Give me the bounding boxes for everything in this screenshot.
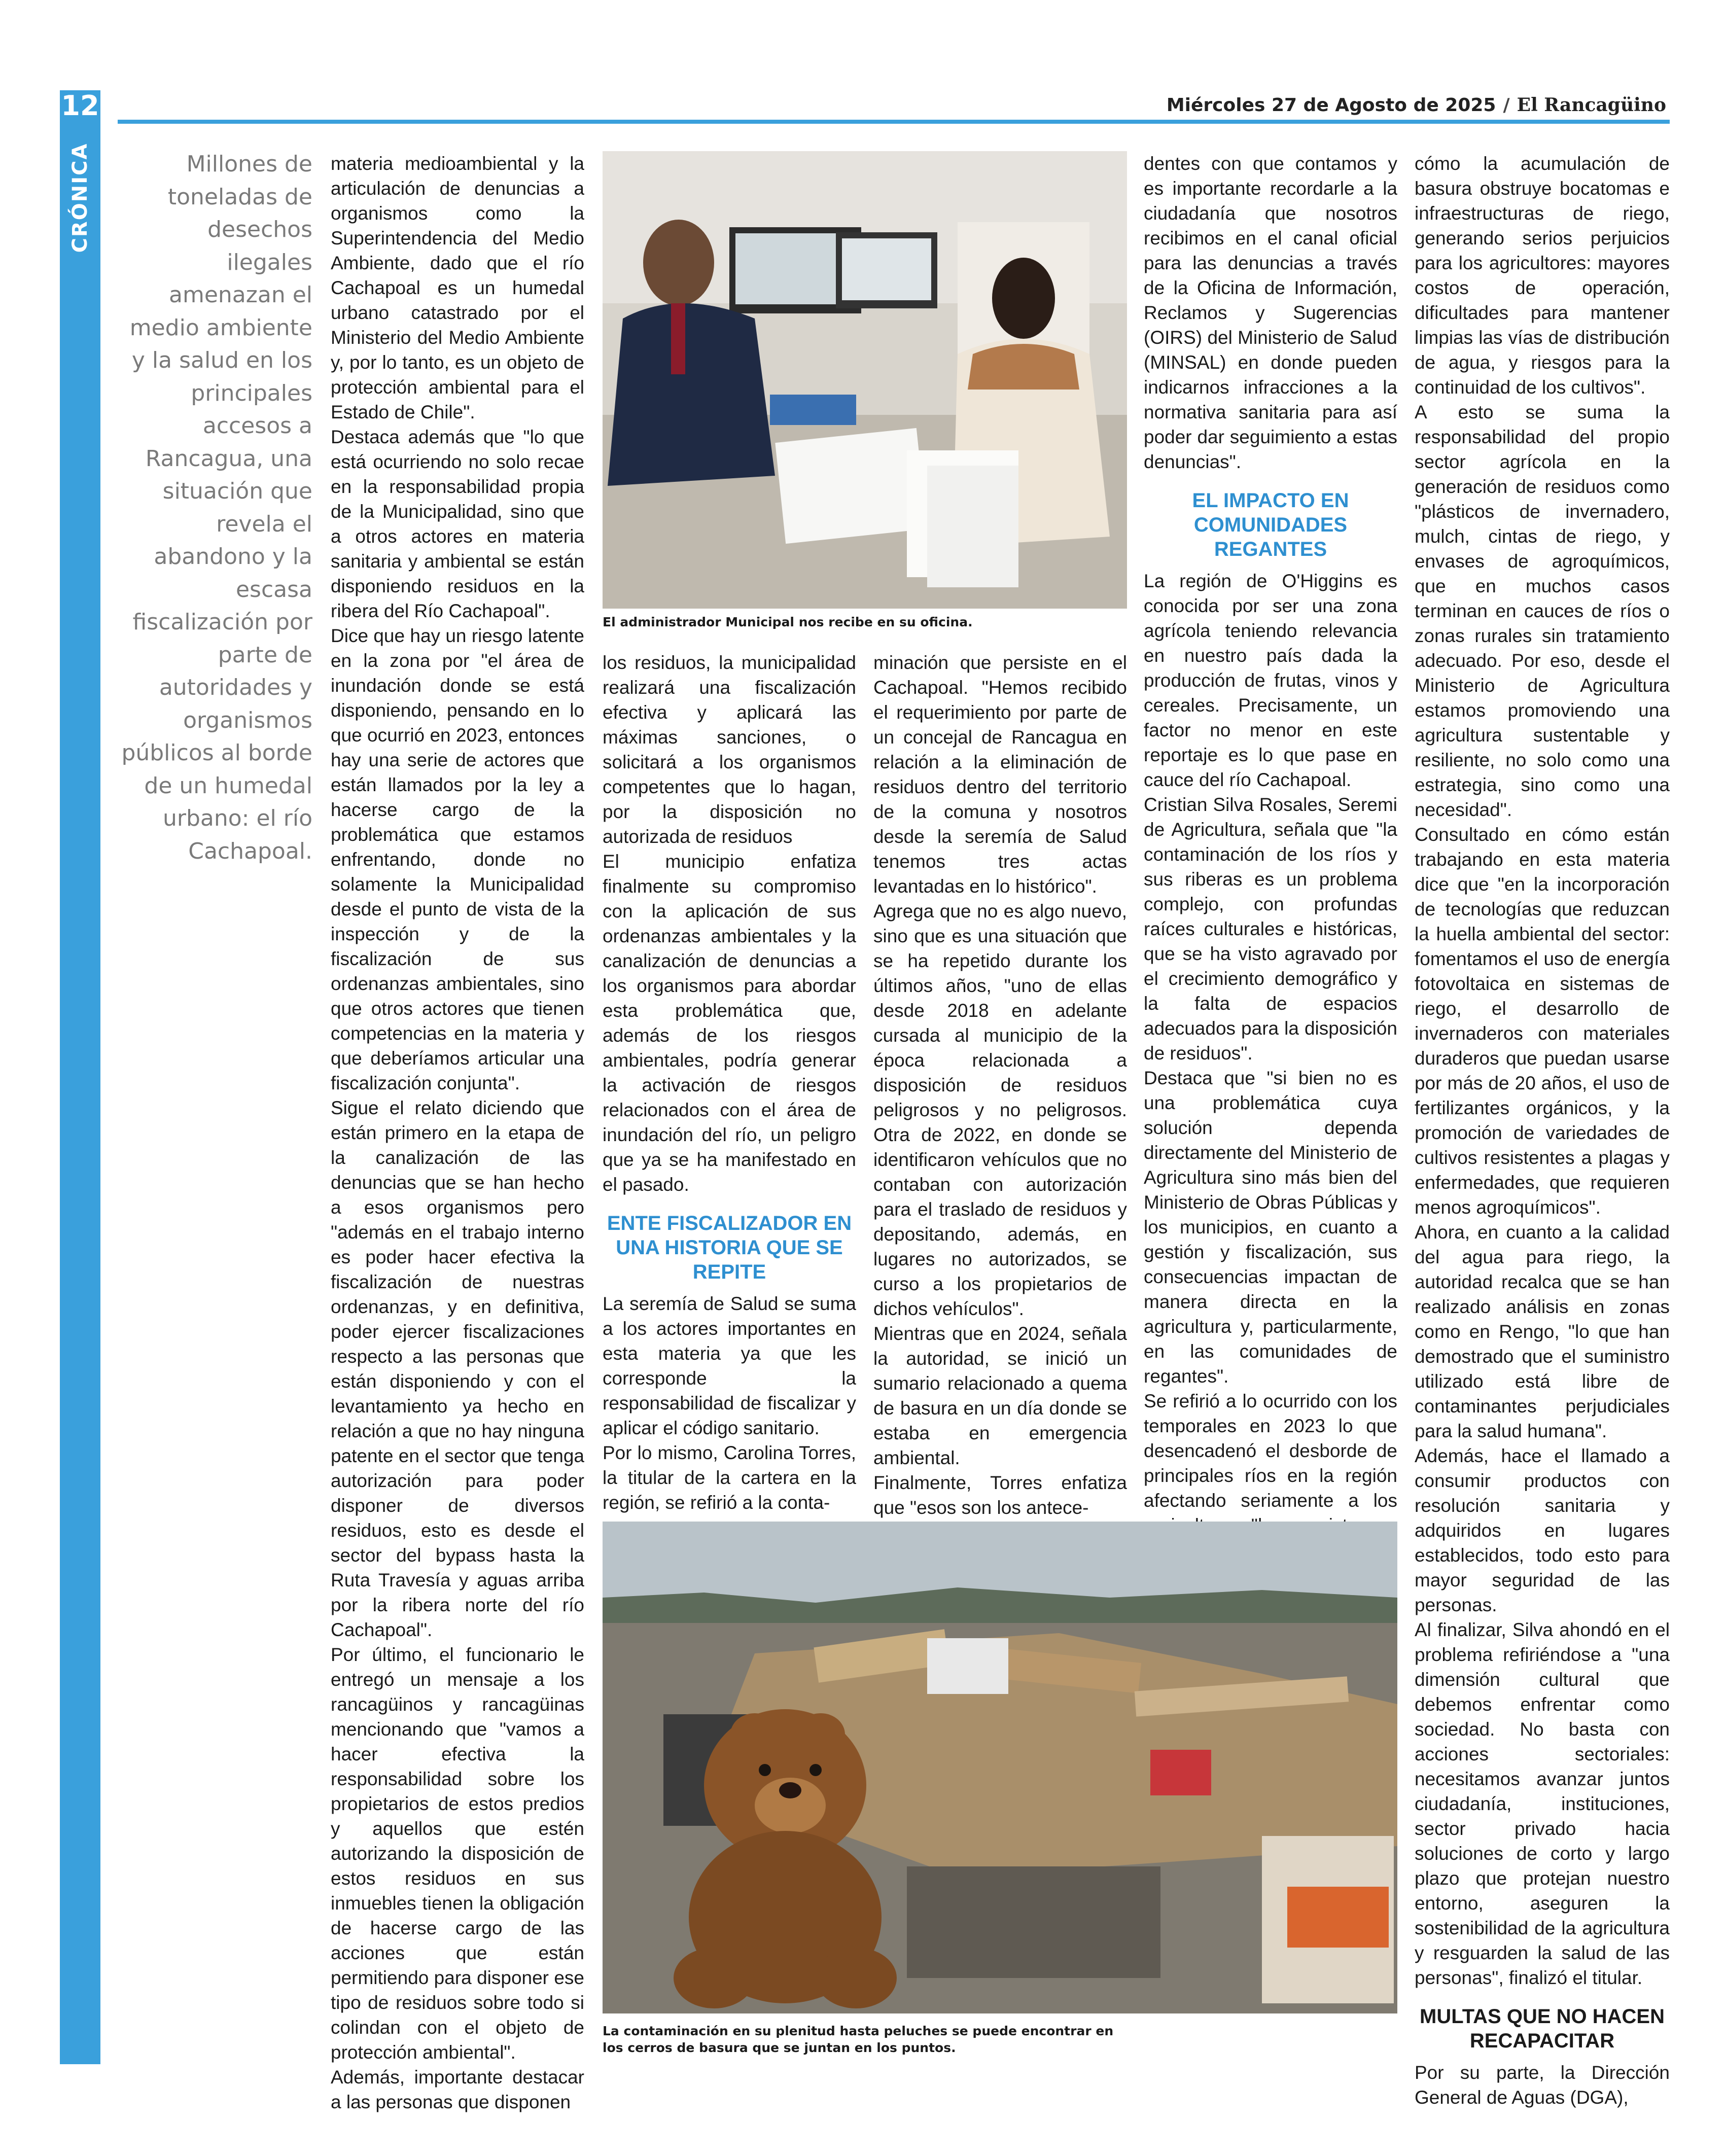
text-column-4 bbox=[1144, 151, 1397, 1511]
paragraph: Al finalizar, Silva ahondó en el problema refiriéndose a "una dimensión cultural que debemos enfrentar como sociedad. No basta con acciones sectoriales: necesitamos avanzar juntos ciudadanía, instituciones, sector privado hacia soluciones de corto y largo plazo que protejan nuestro entorno, aseguren la sostenibilidad de la agricultura y resguarden la salud de las personas", finalizó el titular. bbox=[1415, 1619, 1670, 1988]
page-number: 12 bbox=[60, 90, 100, 122]
text-column-1 bbox=[331, 151, 584, 2112]
section-label bbox=[60, 122, 100, 274]
paragraph: minación que persiste en el Cachapoal. "Hemos recibido el requerimiento por parte de un concejal de Rancagua en relación a la eliminación de residuos dentro del territorio de la comuna y nosotros desde la seremía de Salud tenemos tres actas levantadas en lo histórico". bbox=[873, 652, 1127, 897]
paragraph: cómo la acumulación de basura obstruye bocatomas e infraestructuras de riego, generando serios perjuicios para los agricultores: mayores costos de operación, dificultades para mantener limpias las vías de distribución de agua, y riesgos para la continuidad de los cultivos". bbox=[1415, 153, 1670, 398]
section-name: CRÓNICA bbox=[68, 143, 92, 253]
paragraph: Finalmente, Torres enfatiza que "esos son los antece- bbox=[873, 1472, 1127, 1518]
section-sidebar bbox=[60, 122, 100, 2064]
paragraph: Cristian Silva Rosales, Seremi de Agricultura, señala que "la contaminación de los ríos y sus riberas es un problema complejo, con profundas raíces culturales e históricas, que se ha visto agravado por el crecimiento demográfico y la falta de espacios adecuados para la disposición de residuos". bbox=[1144, 794, 1397, 1064]
subheading: EL IMPACTO EN COMUNIDADES REGANTES bbox=[1192, 489, 1349, 560]
issue-date: Miércoles 27 de Agosto de 2025 bbox=[1166, 95, 1496, 116]
paragraph: Destaca además que "lo que está ocurriendo no solo recae en la responsabilidad propia de la Municipalidad, sino que a otros actores en materia sanitaria y ambiental se están disponiendo residuos en la ribera del Río Cachapoal". bbox=[331, 427, 584, 621]
paragraph: materia medioambiental y la articulación de denuncias a organismos como la Superintendencia del Medio Ambiente, dado que el río Cachapoal es un humedal urbano catastrado por el Ministerio del Medio Ambiente y, por lo tanto, es un objeto de protección ambiental para el Estado de Chile". bbox=[331, 153, 584, 422]
paragraph: Se refirió a lo ocurrido con los temporales en 2023 lo que desencadenó el desborde de principales ríos en la región afectando seriamente a los bbox=[1144, 1391, 1397, 1511]
trash-photo-illustration bbox=[603, 1522, 1397, 2013]
paragraph: Ahora, en cuanto a la calidad del agua para riego, la autoridad recalca que se han realizado análisis en zonas como en Rengo, "lo que han demostrado que el suministro utilizado está libre de contaminantes perjudiciales para la salud humana". bbox=[1415, 1222, 1670, 1441]
header-rule bbox=[118, 120, 1670, 124]
paragraph: Destaca que "si bien no es una problemática cuya solución dependa directamente del Ministerio de Agricultura sino más bien del Ministerio de Obras Públicas y los municipios, en cuanto a gestión y fiscalización, sus consecuencias impactan de manera directa en la agricultura y, particularmente, en las comunidades de regantes". bbox=[1144, 1068, 1397, 1387]
trash-photo bbox=[603, 1522, 1397, 2013]
subheading: MULTAS QUE NO HACEN RECAPACITAR bbox=[1420, 2005, 1665, 2052]
paragraph: Por su parte, la Dirección General de Aguas (DGA), bbox=[1415, 2062, 1670, 2108]
paragraph: La región de O'Higgins es conocida por ser una zona agrícola teniendo relevancia en nuestro país dada la producción de frutas, vinos y cereales. Precisamente, un factor no menor en este reportaje es lo que pase en cauce del río Cachapoal. bbox=[1144, 571, 1397, 790]
office-photo-illustration bbox=[603, 151, 1127, 609]
paragraph: Consultado en cómo están trabajando en esta materia dice que "en la incorporación de tecnologías que reduzcan la huella ambiental del sector: fomentamos el uso de energía fotovoltaica en sistemas de riego, el desarrollo de invernaderos con materiales duraderos que puedan usarse por más de 20 años, el uso de fertilizantes orgánicos, y la promoción de variedades de cultivos resistentes a plagas y enfermedades, que requieren menos agroquímicos". bbox=[1415, 824, 1670, 1218]
paragraph: Además, hace el llamado a consumir productos con resolución sanitaria y adquiridos en lugares establecidos, todo esto para mayor seguridad de las personas. bbox=[1415, 1445, 1670, 1615]
paragraph: El municipio enfatiza finalmente su compromiso con la aplicación de sus ordenanzas ambientales y la canalización de denuncias a los organismos para abordar esta problemática que, además de los riesgos ambientales, podría generar la activación de riesgos relacionados con el área de inundación del río, un peligro que ya se ha manifestado en el pasado. bbox=[603, 851, 856, 1195]
text-column-5 bbox=[1415, 151, 1670, 2108]
newspaper-name: El Rancagüino bbox=[1517, 94, 1666, 116]
article-deck: Millones de toneladas de desechos ilegales amenazan el medio ambiente y la salud en los principales accesos a Rancagua, una situación que revela el abandono y la escasa fiscalización por parte de autoridades y organismos públicos al borde de un humedal urbano: el río Cachapoal. bbox=[121, 151, 312, 864]
paragraph: Por último, el funcionario le entregó un mensaje a los rancagüinos y rancagüinas mencionando que "vamos a hacer efectiva la responsabilidad sobre los propietarios de estos predios y aquellos que estén autorizando la disposición de estos residuos en sus inmuebles tienen la obligación de hacerse cargo de las acciones que están permitiendo para disponer ese tipo de residuos sobre todo si colindan con el objeto de protección ambiental". bbox=[331, 1644, 584, 2063]
paragraph: Sigue el relato diciendo que están primero en la etapa de la canalización de las denuncias que se han hecho a esos organismos pero "además en el trabajo interno es poder hacer efectiva la fiscalización de nuestras ordenanzas, y en definitiva, poder ejercer fiscalizaciones respecto a las personas que están disponiendo y con el levantamiento ya hecho en relación a que no hay ninguna patente en el sector que tenga autorización para poder disponer de diversos residuos, esto es desde el sector del bypass hasta la Ruta Travesía y aguas arriba por la ribera norte del río Cachapoal". bbox=[331, 1098, 584, 1640]
office-photo bbox=[603, 151, 1127, 609]
paragraph: Dice que hay un riesgo latente en la zona por "el área de inundación donde se está disponiendo, pensando en lo que ocurrió en 2023, entonces hay una serie de actores que están llamados por la ley a hacerse cargo de la problemática que estamos enfrentando, donde no solamente la Municipalidad desde el punto de vista de la inspección y de la fiscalización de sus ordenanzas ambientales, sino que otros actores que tienen competencias en la materia y que deberíamos articular una fiscalización conjunta". bbox=[331, 625, 584, 1093]
text-column-2 bbox=[603, 650, 856, 1513]
paragraph: Agrega que no es algo nuevo, sino que es una situación que se ha repetido durante los últimos años, "uno de ellas desde 2018 en adelante cursada al municipio de la época relacionada a disposición de residuos peligrosos y no peligrosos. Otra de 2022, en donde se identificaron vehículos que no contaban con autorización para el traslado de residuos y depositando, además, en lugares no autorizados, se curso a los propietarios de dichos vehículos". bbox=[873, 901, 1127, 1319]
text-column-3 bbox=[873, 650, 1127, 1518]
paragraph: Por lo mismo, Carolina Torres, la titular de la cartera en la región, se refirió a la conta- bbox=[603, 1442, 856, 1513]
office-photo-caption: El administrador Municipal nos recibe en su oficina. bbox=[603, 615, 973, 629]
paragraph: dentes con que contamos y es importante recordarle a la ciudadanía que nosotros recibimos en el canal oficial para las denuncias a través de la Oficina de Información, Reclamos y Sugerencias (OIRS) del Ministerio de Salud (MINSAL) en donde pueden indicarnos infracciones a la normativa sanitaria para así poder dar seguimiento a estas denuncias". bbox=[1144, 153, 1397, 472]
paragraph: A esto se suma la responsabilidad del propio sector agrícola en la generación de residuos como "plásticos de invernadero, mulch, cintas de riego, y envases de agroquímicos, que en muchos casos terminan en cauces de ríos o zonas rurales sin tratamiento adecuado. Por eso, desde el Ministerio de Agricultura estamos promoviendo una agricultura sustentable y resiliente, no solo como una estrategia, sino como una necesidad". bbox=[1415, 402, 1670, 820]
dateline bbox=[1167, 94, 1666, 116]
paragraph: La seremía de Salud se suma a los actores importantes en esta materia ya que les corresponde la responsabilidad de fiscalizar y aplicar el código sanitario. bbox=[603, 1293, 856, 1438]
dateline-separator: / bbox=[1503, 95, 1510, 116]
paragraph: los residuos, la municipalidad realizará una fiscalización efectiva y aplicará las máximas sanciones, o solicitará a los organismos competentes que lo hagan, por la disposición no autorizada de residuos bbox=[603, 652, 856, 847]
paragraph: Mientras que en 2024, señala la autoridad, se inició un sumario relacionado a quema de basura en un día donde se estaba en emergencia ambiental. bbox=[873, 1323, 1127, 1468]
subheading: ENTE FISCALIZADOR EN UNA HISTORIA QUE SE REPITE bbox=[607, 1212, 852, 1283]
paragraph: Además, importante destacar a las personas que disponen bbox=[331, 2067, 584, 2112]
trash-photo-caption: La contaminación en su plenitud hasta peluches se puede encontrar en los cerros de basura que se juntan en los puntos. bbox=[603, 2024, 1114, 2055]
